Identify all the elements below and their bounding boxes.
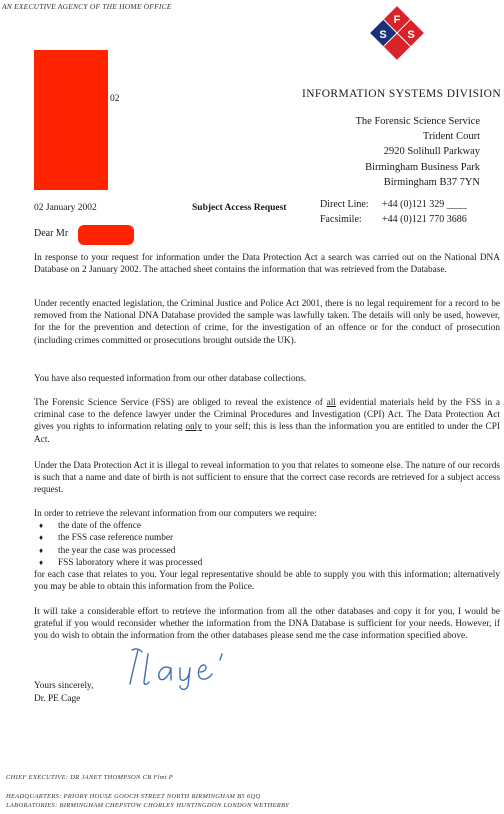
paragraph-text: In response to your request for information under the Data Protection Act a search was carried out on the National DNA Database on 2 January 2002. The attached sheet contains the information that was retrieved from the Database. (34, 253, 500, 276)
paragraph-other-collections (34, 373, 500, 385)
paragraph-illegal-reveal (34, 460, 500, 497)
contact-block (320, 198, 467, 227)
direct-line-number: +44 (0)121 329 ____ (382, 199, 467, 210)
redacted-recipient-name (78, 225, 134, 245)
paragraph-effort (34, 606, 500, 643)
signatory-name: Dr. PE Cage (34, 694, 81, 704)
logo-letter-f: F (393, 14, 401, 26)
list-item: ♦ the FSS case reference number (34, 532, 500, 544)
division-title: INFORMATION SYSTEMS DIVISION (302, 88, 502, 100)
paragraph-fss-obligation (34, 397, 500, 446)
headquarters-line: HEADQUARTERS: PRIORY HOUSE GOOCH STREET NORTH BIRMINGHAM B5 6QQ (6, 793, 261, 800)
address-line: Birmingham Business Park (365, 161, 480, 173)
text-run: evidential materials held by the FSS in a criminal case to the defence lawyer under the Criminal Procedures and Investigation (CPI) Act. The Data Protection Act gives you rights to information relating (34, 398, 500, 433)
paragraph-text: In order to retrieve the relevant information from our computers we require: (34, 509, 317, 519)
signature (118, 644, 248, 692)
underlined-only: only (185, 422, 202, 433)
agency-line: AN EXECUTIVE AGENCY OF THE HOME OFFICE (2, 2, 172, 11)
closing-block (34, 680, 93, 706)
letter-subject: Subject Access Request (192, 203, 287, 213)
list-item: ♦ FSS laboratory where it was processed (34, 557, 500, 569)
text-run: to your self; this is less than the information you are entitled to under the CPI Act. (34, 422, 500, 445)
laboratories-line: LABORATORIES: BIRMINGHAM CHEPSTOW CHORLEY HUNTINGDON LONDON WETHERBY (6, 802, 290, 809)
paragraph-text (34, 397, 500, 446)
fss-logo (366, 2, 428, 64)
paragraph-requirements (34, 508, 500, 593)
direct-line-label: Direct Line: (320, 199, 369, 210)
recipient-address-suffix: 02 (110, 94, 120, 104)
address-line: The Forensic Science Service (355, 116, 480, 127)
paragraph-legislation (34, 298, 500, 347)
paragraph-text: Under recently enacted legislation, the Criminal Justice and Police Act 2001, there is no legal requirement for a record to be removed from the National DNA Database provided the sample was lawfully taken. The details will only be used, however, for the for the prevention and detection of crime, for the investigation of an offence or for the conduct of prosecution (including crimes committed or prosecutions brought outside the UK). (34, 299, 500, 346)
sender-address (356, 114, 481, 190)
logo-letter-s1: S (379, 29, 387, 41)
paragraph-text: You have also requested information from our other database collections. (34, 374, 307, 384)
salutation-text: Dear Mr (34, 228, 69, 239)
closing-line: Yours sincerely, (34, 681, 94, 691)
letter-date: 02 January 2002 (34, 203, 97, 213)
paragraph-dna-search (34, 252, 500, 276)
fax-number: +44 (0)121 770 3686 (382, 213, 467, 225)
paragraph-text: It will take a considerable effort to retrieve the information from all the other databases and copy it for you, I would be grateful if you would reconsider whether the information from the DNA Database is sufficient for your needs. However, if you do wish to obtain the information from the other databases please send me the case information specified above. (34, 607, 500, 642)
fax-label: Facsimile: (320, 213, 362, 225)
list-item: ♦ the date of the offence (34, 520, 500, 532)
redacted-recipient-address (34, 50, 108, 190)
address-line: Birmingham B37 7YN (383, 176, 480, 188)
chief-executive-line: CHIEF EXECUTIVE: DR JANET THOMPSON CB Flmt P (6, 774, 174, 781)
address-line: 2920 Solihull Parkway (383, 146, 480, 158)
list-item: ♦ the year the case was processed (34, 545, 500, 557)
paragraph-text: Under the Data Protection Act it is illegal to reveal information to you that relates to someone else. The nature of our records is such that a name and date of birth is not sufficient to ensure that the correct case records are retrieved for a subject access request. (34, 461, 500, 496)
address-line: Trident Court (422, 131, 480, 143)
text-run: The Forensic Science Service (FSS) are obliged to reveal the existence of (34, 398, 327, 408)
logo-letter-s2: S (407, 29, 415, 41)
requirements-list (34, 520, 500, 569)
salutation (34, 228, 68, 239)
underlined-all: all (326, 398, 336, 408)
paragraph-text: for each case that relates to you. Your legal representative should be able to supply you with this information; alternatively you may be able to obtain this information from the Police. (34, 569, 500, 593)
